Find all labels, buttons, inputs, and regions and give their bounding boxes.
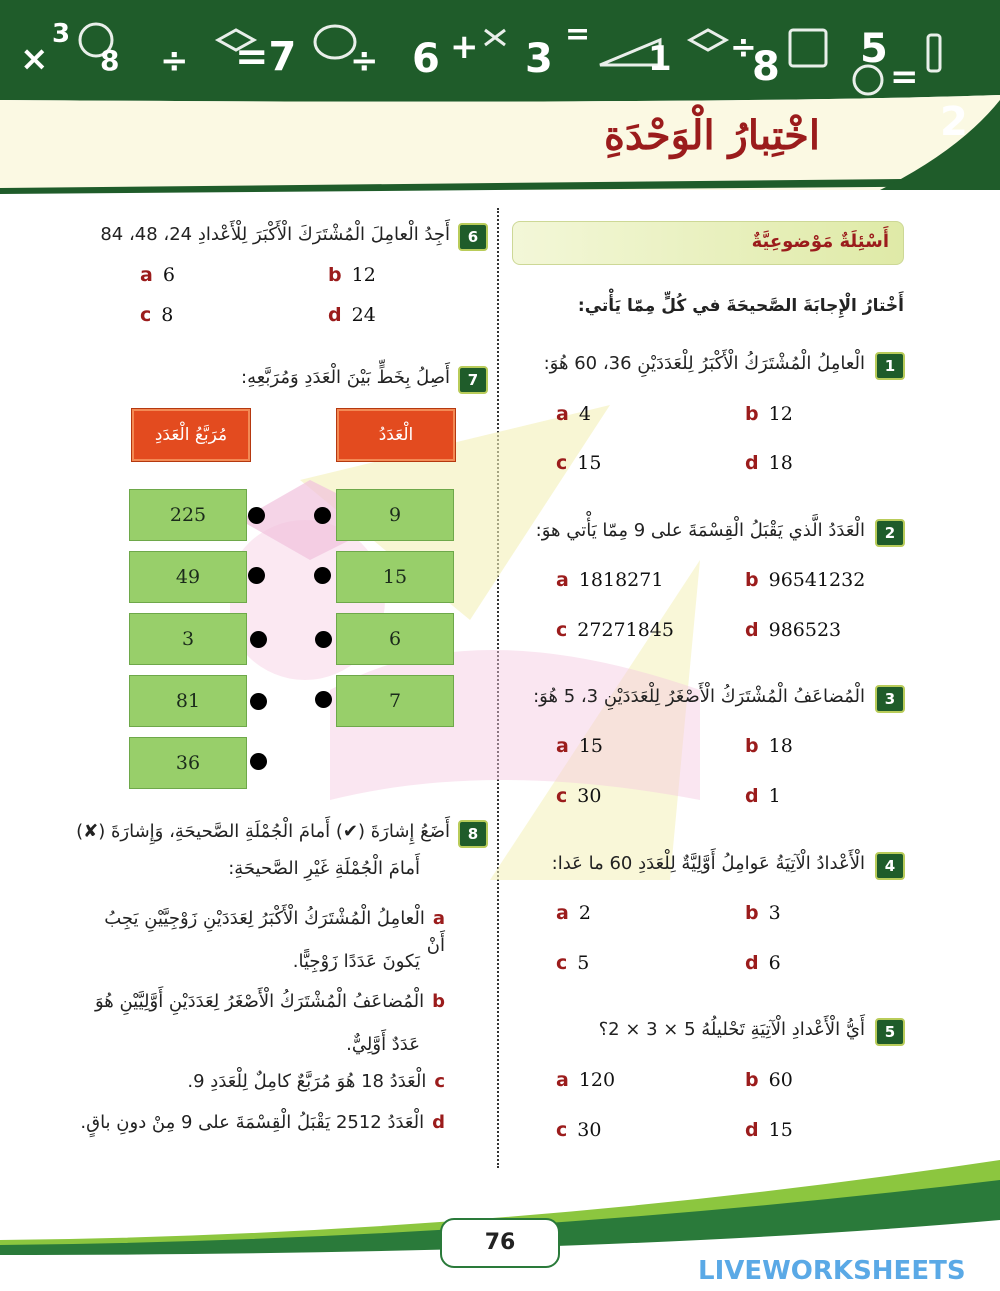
page-number: 76 <box>440 1218 560 1268</box>
connection-dot[interactable] <box>315 691 332 708</box>
number-cell: 6 <box>336 613 454 665</box>
option-d[interactable]: d 24 <box>328 304 376 326</box>
svg-text:3: 3 <box>52 19 71 49</box>
connection-dot[interactable] <box>250 693 267 710</box>
svg-text:8: 8 <box>752 44 780 90</box>
option-a[interactable]: a 6 <box>140 264 175 286</box>
square-cell: 81 <box>129 675 247 727</box>
statement-d[interactable]: dالْعَدَدُ 2512 يَقْبَلُ الْقِسْمَةَ على 9 مِنْ دونِ باقٍ. <box>80 1112 445 1133</box>
option-b[interactable]: b 12 <box>328 264 376 286</box>
svg-text:=: = <box>565 17 591 52</box>
square-column-header: مُرَبَّعُ الْعَدَدِ <box>131 408 251 462</box>
statement-a[interactable]: aالْعامِلُ الْمُشْتَرَكُ الْأَكْبَرُ لِعَدَدَيْنِ زَوْجِيَّيْنِ يَجِبُ أَنْ <box>104 908 445 956</box>
square-cell: 49 <box>129 551 247 603</box>
number-column-header: الْعَدَدُ <box>336 408 456 462</box>
section-title: أَسْئِلَةٌ مَوْضوعِيَّةٌ <box>751 231 889 252</box>
option-b[interactable]: b 96541232 <box>745 569 866 591</box>
svg-text:3: 3 <box>525 36 553 82</box>
option-d[interactable]: d 18 <box>745 452 793 474</box>
question-text: الْأَعْدادُ الْآتِيَةُ عَوامِلُ أَوَّلِيَّةٌ لِلْعَدَدِ 60 ما عَدا: <box>551 853 865 874</box>
question-number: 8 <box>458 820 488 848</box>
question-text: الْعامِلُ الْمُشْتَرَكُ الْأَكْبَرُ لِلْعَدَدَيْنِ 36، 60 هُوَ: <box>543 353 865 374</box>
connection-dot[interactable] <box>248 507 265 524</box>
option-a[interactable]: a 15 <box>556 735 604 757</box>
question-text: الْعَدَدُ الَّذي يَقْبَلُ الْقِسْمَةَ على 9 مِمّا يَأْتي هوَ: <box>535 520 865 541</box>
option-a[interactable]: a 2 <box>556 902 591 924</box>
option-d[interactable]: d 6 <box>745 952 781 974</box>
svg-text:÷: ÷ <box>160 41 189 81</box>
svg-text:÷: ÷ <box>350 41 379 81</box>
question-text: أَجِدُ الْعامِلَ الْمُشْتَرَكَ الْأَكْبَرَ لِلْأَعْدادِ 24، 48، 84 <box>100 224 450 245</box>
number-cell: 15 <box>336 551 454 603</box>
option-c[interactable]: c 30 <box>556 1119 602 1141</box>
question-number: 5 <box>875 1018 905 1046</box>
option-c[interactable]: c 5 <box>556 952 590 974</box>
option-c[interactable]: c 30 <box>556 785 602 807</box>
connection-dot[interactable] <box>314 507 331 524</box>
question-number: 3 <box>875 685 905 713</box>
question-text-line2: أَمامَ الْجُمْلَةِ غَيْرِ الصَّحيحَةِ: <box>228 858 420 879</box>
question-text: أَضَعُ إِشارَةَ (✔) أَمامَ الْجُمْلَةِ الصَّحيحَةِ، وَإِشارَةَ (✘) <box>76 821 450 842</box>
question-text: الْمُضاعَفُ الْمُشْتَرَكُ الْأَصْغَرُ لِلْعَدَدَيْنِ 3، 5 هُوَ: <box>533 686 865 707</box>
question-text: أَصِلُ بِخَطٍّ بَيْنَ الْعَدَدِ وَمُرَبَّعِهِ: <box>241 367 450 388</box>
square-cell: 3 <box>129 613 247 665</box>
option-b[interactable]: b 60 <box>745 1069 793 1091</box>
connection-dot[interactable] <box>250 753 267 770</box>
option-a[interactable]: a 1818271 <box>556 569 664 591</box>
connection-dot[interactable] <box>314 567 331 584</box>
square-cell: 36 <box>129 737 247 789</box>
svg-text:=: = <box>890 57 919 97</box>
option-d[interactable]: d 15 <box>745 1119 793 1141</box>
connection-dot[interactable] <box>248 567 265 584</box>
svg-text:2: 2 <box>940 99 968 145</box>
statement-b[interactable]: bالْمُضاعَفُ الْمُشْتَرَكُ الْأَصْغَرُ لِعَدَدَيْنِ أَوَّلِيَّيْنِ هُوَ <box>94 991 445 1012</box>
instruction-text: أَخْتارُ الْإِجابَةَ الصَّحيحَةَ في كُلٍّ مِمّا يَأْتي: <box>577 296 904 316</box>
liveworksheets-watermark: LIVEWORKSHEETS <box>698 1256 966 1286</box>
option-d[interactable]: d 1 <box>745 785 781 807</box>
option-c[interactable]: c 8 <box>140 304 174 326</box>
svg-text:6: 6 <box>412 36 440 82</box>
svg-text:×: × <box>20 39 49 79</box>
square-cell: 225 <box>129 489 247 541</box>
number-cell: 9 <box>336 489 454 541</box>
question-number: 4 <box>875 852 905 880</box>
option-b[interactable]: b 18 <box>745 735 793 757</box>
svg-text:8: 8 <box>100 44 120 77</box>
statement-b-line2: عَدَدٌ أَوَّلِيٌّ. <box>346 1034 420 1055</box>
statement-a-line2: يَكونَ عَدَدًا زَوْجِيًّا. <box>292 951 420 972</box>
svg-text:+: + <box>450 27 479 67</box>
option-a[interactable]: a 120 <box>556 1069 616 1091</box>
statement-c[interactable]: cالْعَدَدُ 18 هُوَ مُرَبَّعٌ كامِلٌ لِلْعَدَدِ 9. <box>187 1071 445 1092</box>
svg-text:÷: ÷ <box>730 28 757 66</box>
connection-dot[interactable] <box>315 631 332 648</box>
option-d[interactable]: d 986523 <box>745 619 842 641</box>
question-number: 6 <box>458 223 488 251</box>
page-title: اخْتِبارُ الْوَحْدَةِ <box>603 112 820 159</box>
svg-text:=7: =7 <box>235 34 297 80</box>
option-c[interactable]: c 27271845 <box>556 619 674 641</box>
question-number: 7 <box>458 366 488 394</box>
option-a[interactable]: a 4 <box>556 403 591 425</box>
section-header <box>512 221 904 265</box>
option-b[interactable]: b 3 <box>745 902 781 924</box>
question-number: 2 <box>875 519 905 547</box>
header-banner <box>0 0 1000 200</box>
connection-dot[interactable] <box>250 631 267 648</box>
question-number: 1 <box>875 352 905 380</box>
question-text: أَيُّ الْأَعْدادِ الْآتِيَةِ تَحْليلُهُ 5 × 3 × 2؟ <box>598 1019 865 1040</box>
svg-text:1: 1 <box>648 39 672 79</box>
option-b[interactable]: b 12 <box>745 403 793 425</box>
svg-text:5: 5 <box>860 26 888 72</box>
number-cell: 7 <box>336 675 454 727</box>
option-c[interactable]: c 15 <box>556 452 602 474</box>
page-header <box>0 0 1000 200</box>
